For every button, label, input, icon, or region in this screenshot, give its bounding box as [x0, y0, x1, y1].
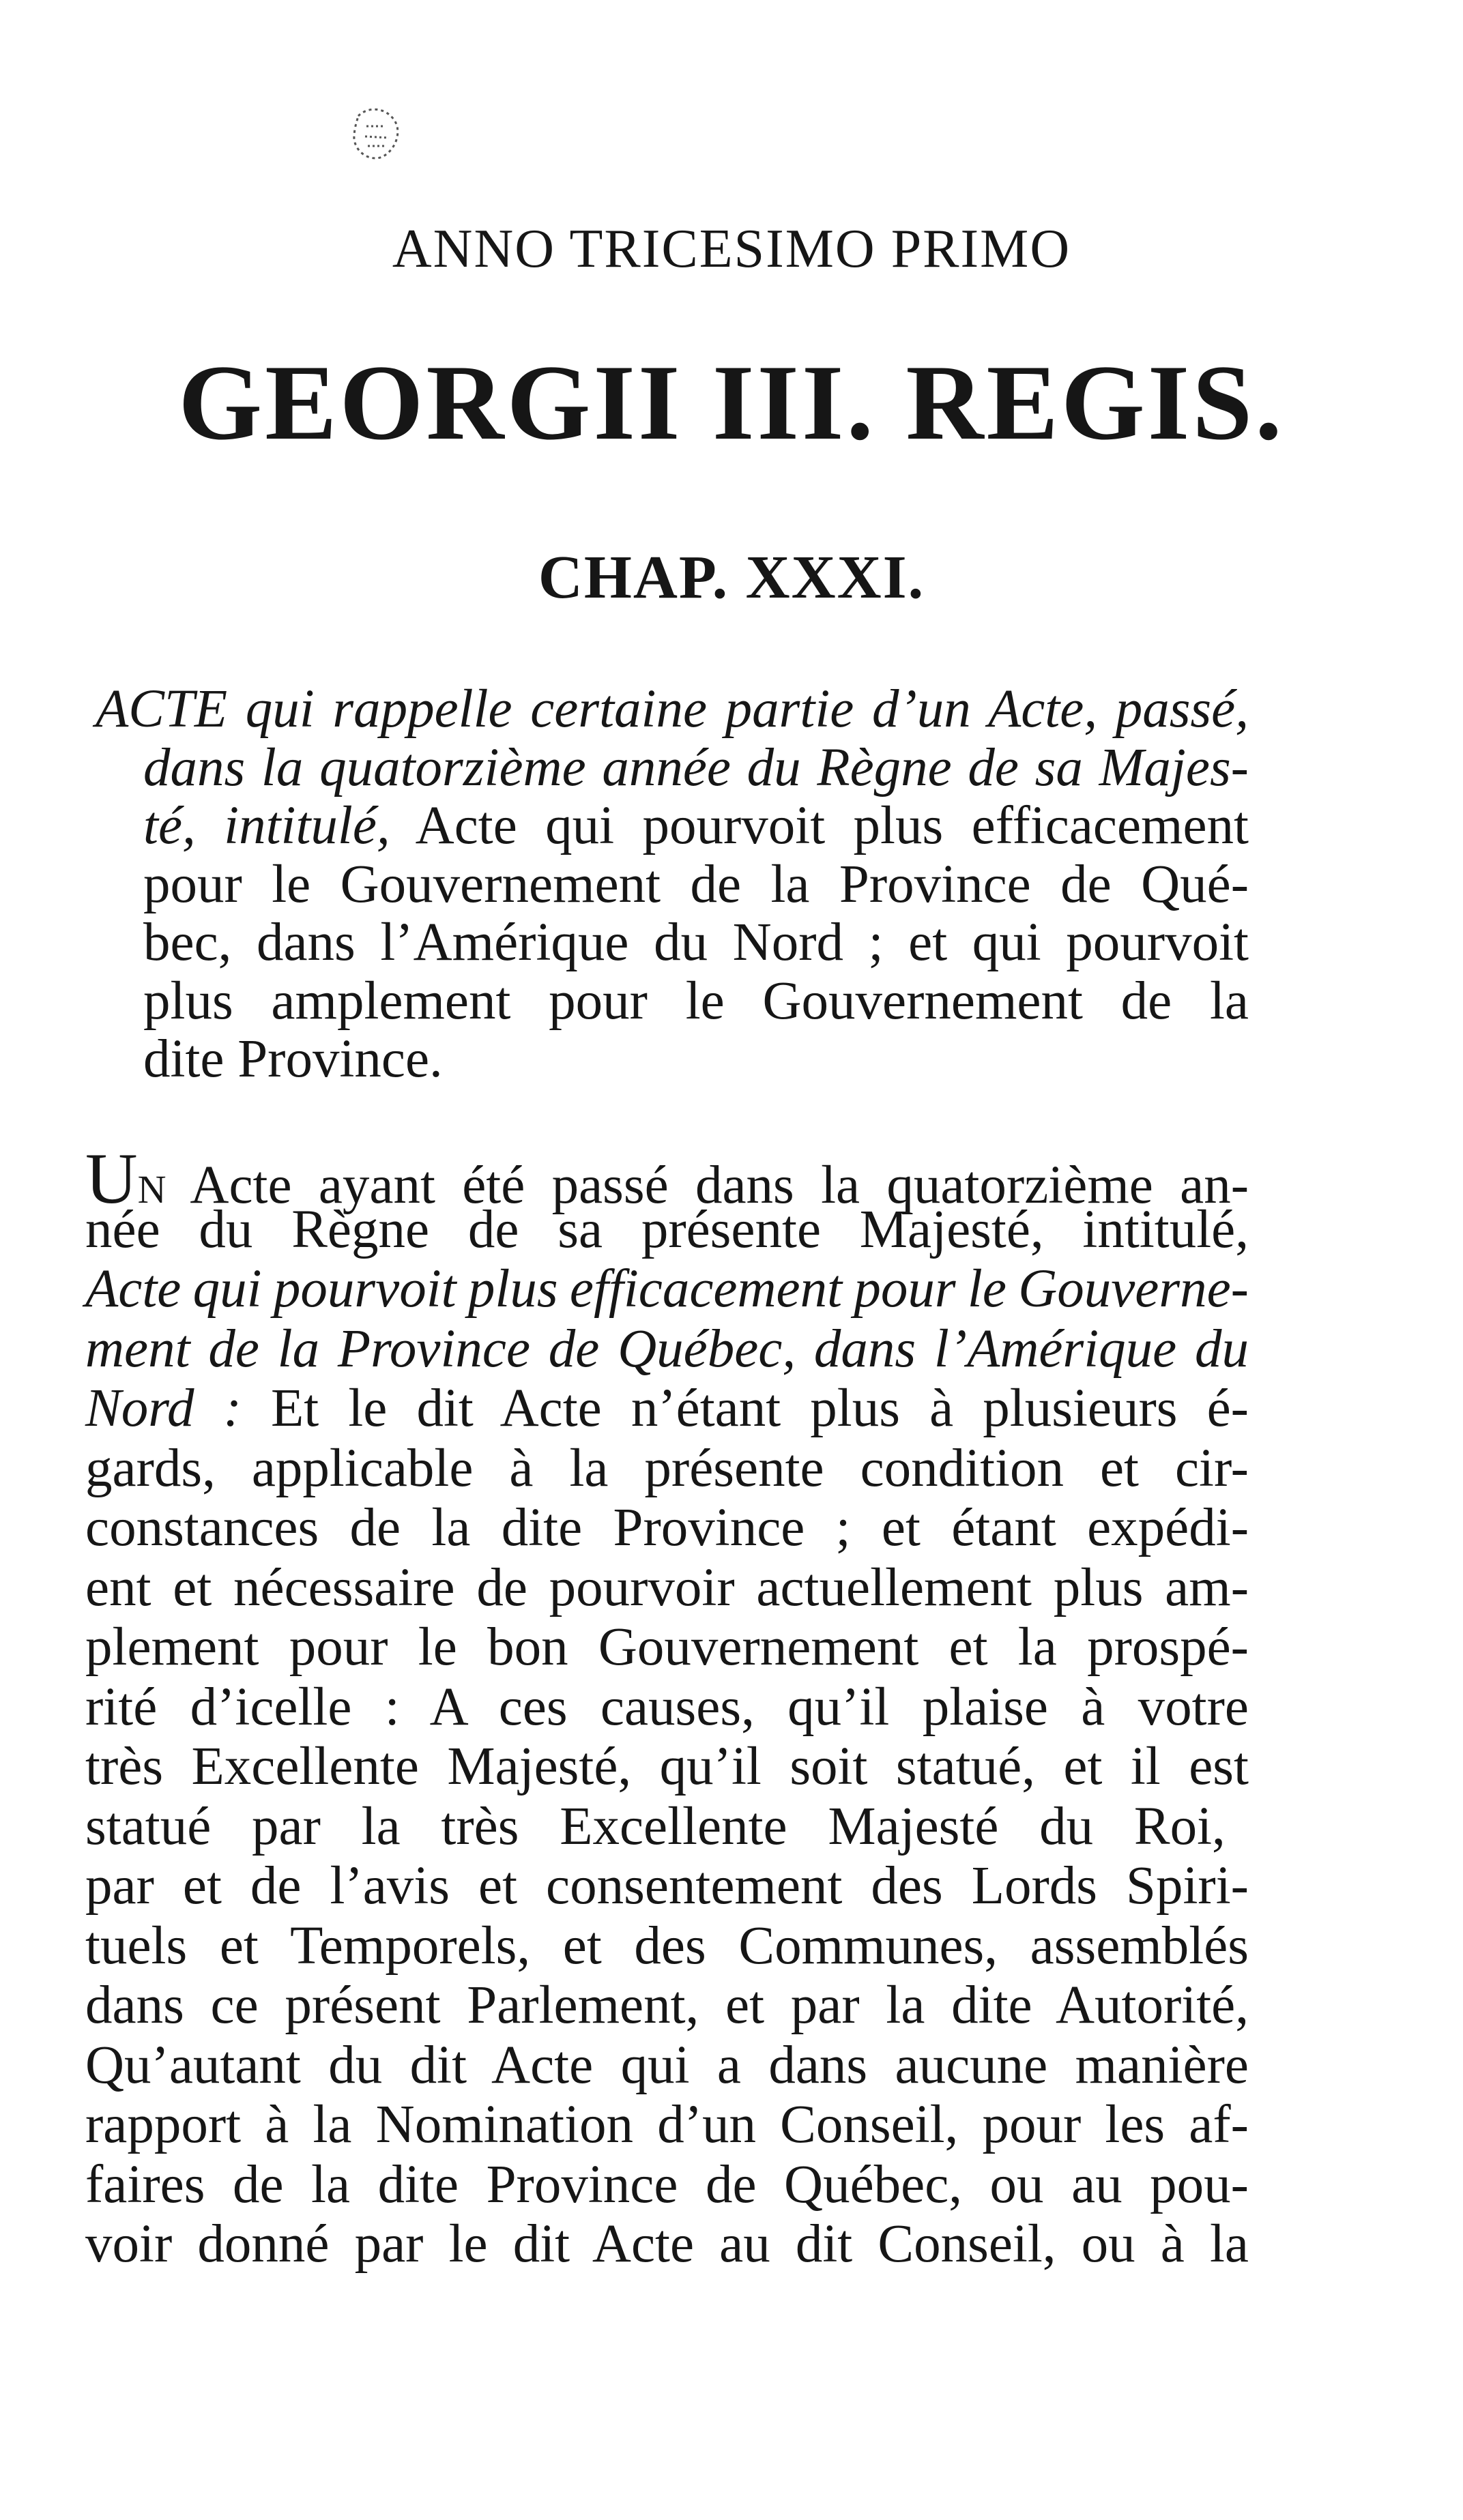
body-text: rapport à la Nomination d’un Conseil, pour les af- [85, 2095, 1249, 2154]
body-text: constances de la dite Province ; et étant expédi- [85, 1498, 1249, 1557]
body-text: née du Règne de sa présente Majesté, intitulé, [85, 1199, 1249, 1259]
body-text: voir donné par le dit Acte au dit Conseil, ou à la [85, 2214, 1249, 2274]
body-line [85, 1856, 1249, 1916]
summary-text: plus amplement pour le Gouvernement de la [143, 971, 1249, 1031]
body-text: Acte qui pourvoit plus efficacement pour le Gouverne- [85, 1259, 1249, 1319]
body-text: très Excellente Majesté, qu’il soit statué, et il est [85, 1737, 1249, 1796]
summary-line [143, 796, 1249, 855]
chapter-heading: CHAP. XXXI. [538, 544, 925, 611]
body-line [85, 2154, 1249, 2214]
body-text: N [137, 1167, 166, 1212]
summary-text: ACTE qui rappelle certaine partie d’un Acte, passé, [96, 679, 1249, 739]
body-line [85, 1916, 1249, 1976]
body-text: Acte ayant été passé dans la quatorzième an- [166, 1156, 1249, 1215]
summary-line [143, 971, 1249, 1031]
summary-text: Acte qui pourvoit plus efficacement [390, 796, 1249, 855]
body-text: Nord : [85, 1379, 242, 1438]
body-text: Et le dit Acte n’étant plus à plusieurs é- [241, 1379, 1249, 1438]
body-line [85, 2214, 1249, 2274]
reign-title: GEORGII III. REGIS. [178, 343, 1285, 463]
body-line [85, 1617, 1249, 1677]
body-line [85, 2035, 1249, 2095]
body-line [85, 1379, 1249, 1438]
body-line [85, 1976, 1249, 2035]
summary-line [143, 854, 1249, 914]
body-line [85, 1438, 1249, 1498]
body-line [85, 1199, 1249, 1259]
body-text: dans ce présent Parlement, et par la dite Autorité, [85, 1976, 1249, 2035]
body-text: par et de l’avis et consentement des Lords Spiri- [85, 1856, 1249, 1916]
body-text: Qu’autant du dit Acte qui a dans aucune manière [85, 2035, 1249, 2095]
summary-text: pour le Gouvernement de la Province de Qué- [143, 854, 1249, 914]
summary-text: dite Province. [143, 1029, 443, 1089]
body-line [85, 1737, 1249, 1796]
body-line [85, 1557, 1249, 1617]
summary-text: dans la quatorzième année du Règne de sa Majes- [143, 737, 1249, 797]
body-line [85, 1319, 1249, 1379]
library-stamp-mark [345, 102, 409, 167]
summary-line [143, 1029, 443, 1089]
body-line [85, 1796, 1226, 1856]
body-text: ment de la Province de Québec, dans l’Amérique du [85, 1319, 1249, 1379]
summary-text: bec, dans l’Amérique du Nord ; et qui pourvoit [143, 913, 1249, 972]
body-text: rité d’icelle : A ces causes, qu’il plaise à votre [85, 1677, 1249, 1737]
anno-heading: ANNO TRICESIMO PRIMO [392, 219, 1071, 279]
body-text: gards, applicable à la présente condition et cir- [85, 1438, 1249, 1498]
summary-text: té, intitulé, [143, 796, 390, 855]
body-text: statué par la très Excellente Majesté du Roi, [85, 1796, 1226, 1856]
summary-line [143, 737, 1249, 797]
body-text: ent et nécessaire de pourvoir actuellement plus am- [85, 1557, 1249, 1617]
body-line [85, 1498, 1249, 1557]
body-line [85, 2095, 1249, 2154]
body-line [85, 1259, 1249, 1319]
body-text: faires de la dite Province de Québec, ou au pou- [85, 2154, 1249, 2214]
body-line [85, 1677, 1249, 1737]
summary-line [96, 679, 1249, 739]
body-text: plement pour le bon Gouvernement et la prospé- [85, 1617, 1249, 1677]
summary-line [143, 913, 1249, 972]
body-text: U [85, 1139, 138, 1218]
body-text: tuels et Temporels, et des Communes, assemblés [85, 1916, 1249, 1976]
